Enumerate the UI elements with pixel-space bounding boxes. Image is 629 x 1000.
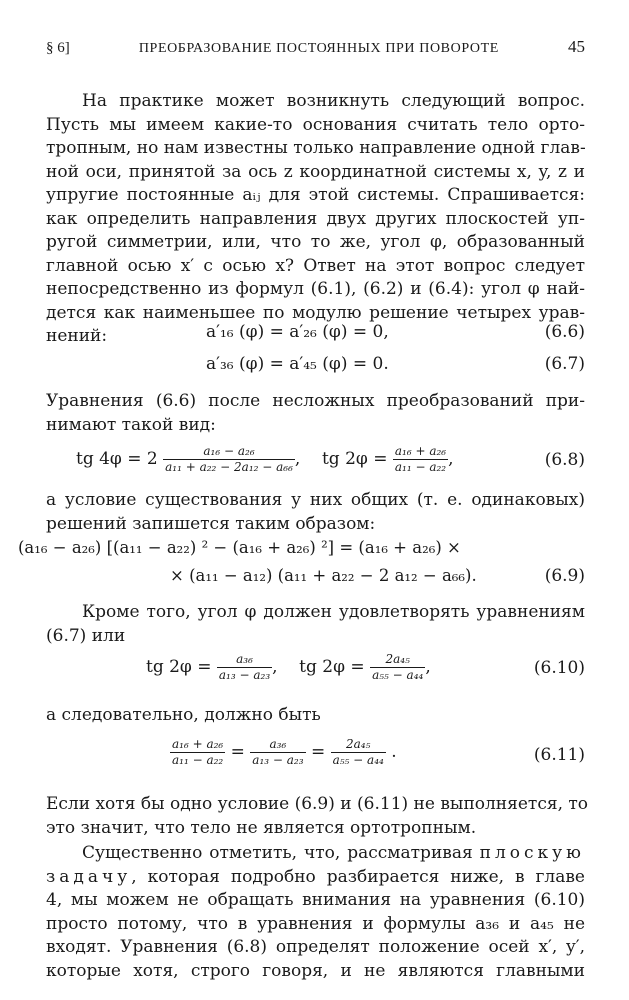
text-line xyxy=(46,842,585,866)
numerator: a₃₆ xyxy=(250,737,305,753)
text-line: На практике может возникнуть следующий вопрос. xyxy=(82,91,585,111)
text-line: ной оси, принятой за ось z координатной системы x, y, z и xyxy=(46,161,585,182)
text-line: Если хотя бы одно условие (6.9) и (6.11) не выполняется, то xyxy=(46,794,589,814)
equation-number: (6.10) xyxy=(533,658,585,678)
denominator: a₁₃ − a₂₃ xyxy=(252,753,304,767)
text-line: Кроме того, угол φ должен удовлетворять уравнениям xyxy=(82,602,585,622)
numerator: 2a₄₅ xyxy=(370,652,425,668)
text-line: главной осью x′ с осью x? Ответ на этот вопрос следует xyxy=(46,255,585,276)
equation-6-7 xyxy=(46,354,585,384)
separator: , xyxy=(448,449,454,469)
text-run: , которая подробно разбирается ниже, в главе xyxy=(131,866,585,887)
equation-number: (6.8) xyxy=(544,450,585,470)
text-line: это значит, что тело не является ортотропным. xyxy=(46,817,477,838)
running-header xyxy=(46,37,585,57)
numerator: a₁₆ + a₂₆ xyxy=(394,444,447,458)
denominator: a₅₅ − a₄₄ xyxy=(372,668,424,682)
text-line: входят. Уравнения (6.8) определят положение осей x′, y′, xyxy=(46,937,585,957)
equals-sign: = xyxy=(230,742,245,762)
denominator: a₁₁ − a₂₂ xyxy=(172,753,224,767)
eq-lhs: tg 2φ = xyxy=(146,657,212,677)
equation-line: (a₁₆ − a₂₆) [(a₁₁ − a₂₂) ² − (a₁₆ + a₂₆) ²] = (a₁₆ + a₂₆) × xyxy=(18,538,461,557)
equation-body: a′₁₆ (φ) = a′₂₆ (φ) = 0, xyxy=(206,322,389,342)
paragraph-5 xyxy=(46,704,585,728)
equation-line: × (a₁₁ − a₁₂) (a₁₁ + a₂₂ − 2 a₁₂ − a₆₆). xyxy=(170,566,477,585)
text-line: а условие существования у них общих (т. е. одинаковых) xyxy=(46,490,585,510)
paragraph-3 xyxy=(46,489,585,536)
equation-number: (6.11) xyxy=(533,745,585,765)
eq-lhs: tg 2φ = xyxy=(299,657,365,677)
equation-body xyxy=(76,444,454,475)
denominator: a₁₁ + a₂₂ − 2a₁₂ − a₆₆ xyxy=(165,460,293,474)
period: . xyxy=(391,742,397,762)
emphasis-text: задачу xyxy=(46,866,132,887)
text-line: Пусть мы имеем какие-то основания считать тело орто- xyxy=(46,114,585,135)
equation-6-11 xyxy=(46,737,585,777)
fraction xyxy=(163,444,295,475)
eq-lhs: tg 2φ = xyxy=(321,449,388,469)
equation-6-6 xyxy=(46,322,585,352)
fraction xyxy=(170,737,225,768)
text-line: тропным, но нам известны только направление одной глав- xyxy=(46,138,586,158)
paragraph-4 xyxy=(46,601,585,648)
equation-6-9 xyxy=(18,538,585,594)
text-line: ругой симметрии, или, что то же, угол φ, образованный xyxy=(46,232,585,252)
equation-number: (6.9) xyxy=(544,566,585,586)
paragraph-2 xyxy=(46,390,585,437)
text-line: непосредственно из формул (6.1), (6.2) и (6.4): угол φ най- xyxy=(46,279,585,299)
chapter-title: ПРЕОБРАЗОВАНИЕ ПОСТОЯННЫХ ПРИ ПОВОРОТЕ xyxy=(138,41,499,56)
emphasis-text: плоскую xyxy=(479,843,585,863)
section-mark: § 6] xyxy=(46,40,70,56)
text-line: нений: xyxy=(46,326,108,346)
equation-body xyxy=(146,652,431,683)
separator: , xyxy=(272,657,278,677)
text-line: как определить направления двух других плоскостей уп- xyxy=(46,208,585,229)
text-line: которые хотя, строго говоря, и не являются главными xyxy=(46,960,585,981)
fraction xyxy=(250,737,305,768)
text-line: просто потому, что в уравнения и формулы a₃₆ и a₄₅ не xyxy=(46,913,585,934)
equation-number: (6.6) xyxy=(544,322,585,342)
numerator: 2a₄₅ xyxy=(331,737,386,753)
text-line: упругие постоянные aᵢⱼ для этой системы. Спрашивается: xyxy=(46,185,585,205)
equals-sign: = xyxy=(310,742,326,762)
paragraph-1 xyxy=(46,90,585,349)
fraction xyxy=(370,652,425,683)
text-line: дется как наименьшее по модулю решение четырех урав- xyxy=(46,302,585,323)
equation-6-8 xyxy=(46,442,585,482)
equation-6-10 xyxy=(46,650,585,690)
denominator: a₁₁ − a₂₂ xyxy=(394,460,447,474)
equation-number: (6.7) xyxy=(544,354,585,374)
paragraph-6 xyxy=(46,793,589,840)
separator: , xyxy=(425,657,431,677)
page-number: 45 xyxy=(567,37,585,56)
equation-body xyxy=(170,737,397,768)
text-line: нимают такой вид: xyxy=(46,414,216,435)
text-line xyxy=(46,866,585,890)
fraction xyxy=(393,444,448,475)
text-line: Уравнения (6.6) после несложных преобразований при- xyxy=(46,391,585,411)
text-line: а следовательно, должно быть xyxy=(46,705,321,725)
text-line: решений запишется таким образом: xyxy=(46,513,376,534)
paragraph-7 xyxy=(46,842,585,983)
numerator: a₃₆ xyxy=(217,652,272,668)
text-run: Существенно отметить, что, рассматривая xyxy=(82,843,480,863)
text-line: 4, мы можем не обращать внимания на уравнения (6.10) xyxy=(46,890,585,910)
numerator: a₁₆ + a₂₆ xyxy=(172,737,224,751)
denominator: a₁₃ − a₂₃ xyxy=(218,668,271,682)
separator: , xyxy=(294,449,301,469)
eq-lhs: tg 4φ = 2 xyxy=(76,449,158,469)
text-line: (6.7) или xyxy=(46,625,126,646)
equation-body: a′₃₆ (φ) = a′₄₅ (φ) = 0. xyxy=(206,354,389,374)
numerator: a₁₆ − a₂₆ xyxy=(163,444,295,460)
denominator: a₅₅ − a₄₄ xyxy=(332,753,384,767)
fraction xyxy=(331,737,386,768)
fraction xyxy=(217,652,272,683)
